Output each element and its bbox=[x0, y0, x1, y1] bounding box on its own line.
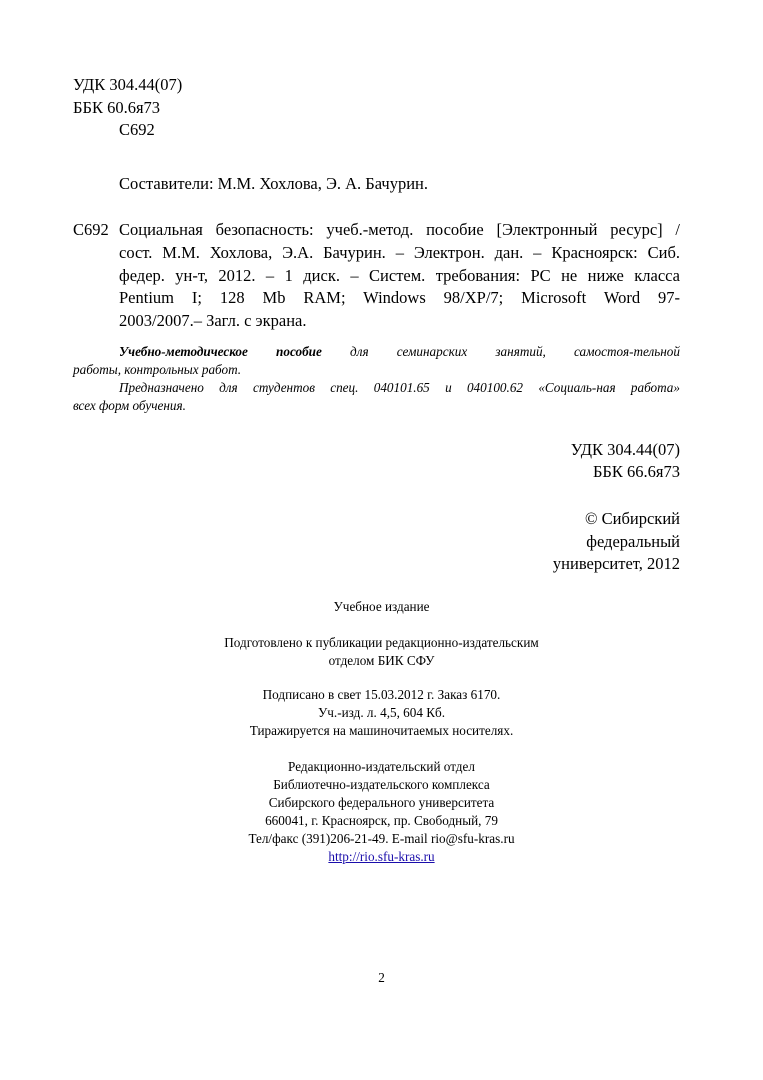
bib-line-2: сост. М.М. Хохлова, Э.А. Бачурин. – Электрон. дан. – Красноярск: Сиб. bbox=[119, 243, 680, 262]
bib-code: С692 bbox=[73, 220, 109, 239]
bib-line-2-wrap bbox=[119, 241, 680, 264]
imprint-prepared-2: отделом БИК СФУ bbox=[328, 653, 435, 668]
imprint-url-wrap bbox=[0, 848, 763, 866]
imprint-contacts: Тел/факс (391)206-21-49. E-mail rio@sfu-kras.ru bbox=[248, 831, 515, 846]
annotation-line-2: работы, контрольных работ. bbox=[73, 362, 242, 377]
bib-description bbox=[119, 218, 680, 241]
header-udk: УДК 304.44(07) bbox=[73, 75, 183, 94]
annotation-line-3: Предназначено для студентов спец. 040101.65 и 040100.62 «Социаль-ная работа» bbox=[119, 380, 680, 395]
annotation-bold-lead: Учебно-методическое пособие bbox=[119, 344, 322, 359]
compilers: Составители: М.М. Хохлова, Э. А. Бачурин. bbox=[119, 174, 428, 193]
copyright-line-1: © Сибирский bbox=[585, 509, 680, 528]
copyright-line-2: федеральный bbox=[586, 532, 680, 551]
page-number: 2 bbox=[378, 970, 385, 985]
imprint-url-link[interactable]: http://rio.sfu-kras.ru bbox=[328, 849, 435, 864]
copyright-line-3: университет, 2012 bbox=[552, 554, 680, 573]
header-bbk: ББК 60.6я73 bbox=[73, 98, 161, 117]
imprint-org-3: Сибирского федерального университета bbox=[268, 795, 495, 810]
imprint-edition: Учебное издание bbox=[333, 599, 430, 614]
annotation-line-1 bbox=[119, 343, 680, 361]
right-udk: УДК 304.44(07) bbox=[570, 440, 680, 459]
imprint-volume: Уч.-изд. л. 4,5, 604 Кб. bbox=[317, 705, 446, 720]
annotation-line-4: всех форм обучения. bbox=[73, 398, 186, 413]
header-author-code: С692 bbox=[119, 120, 155, 139]
imprint-org-1: Редакционно-издательский отдел bbox=[288, 759, 475, 774]
bib-line-3-wrap bbox=[119, 264, 680, 287]
bib-line-1: Социальная безопасность: учеб.-метод. пособие [Электронный ресурс] / bbox=[119, 220, 680, 239]
imprint-signed: Подписано в свет 15.03.2012 г. Заказ 6170. bbox=[262, 687, 501, 702]
imprint-media: Тиражируется на машиночитаемых носителях. bbox=[249, 723, 514, 738]
bib-line-5: 2003/2007.– Загл. с экрана. bbox=[119, 311, 307, 330]
right-bbk: ББК 66.6я73 bbox=[592, 462, 680, 481]
bib-line-3: федер. ун-т, 2012. – 1 диск. – Систем. требования: PC не ниже класса bbox=[119, 266, 680, 285]
imprint-address: 660041, г. Красноярск, пр. Свободный, 79 bbox=[265, 813, 498, 828]
bib-line-4: Pentium I; 128 Mb RAM; Windows 98/XP/7; Microsoft Word 97- bbox=[119, 288, 680, 307]
bib-line-4-wrap bbox=[119, 286, 680, 309]
imprint-prepared-1: Подготовлено к публикации редакционно-издательским bbox=[224, 635, 539, 650]
imprint-org-2: Библиотечно-издательского комплекса bbox=[273, 777, 490, 792]
annotation-line-1-rest: для семинарских занятий, самостоя-тельной bbox=[321, 344, 680, 359]
